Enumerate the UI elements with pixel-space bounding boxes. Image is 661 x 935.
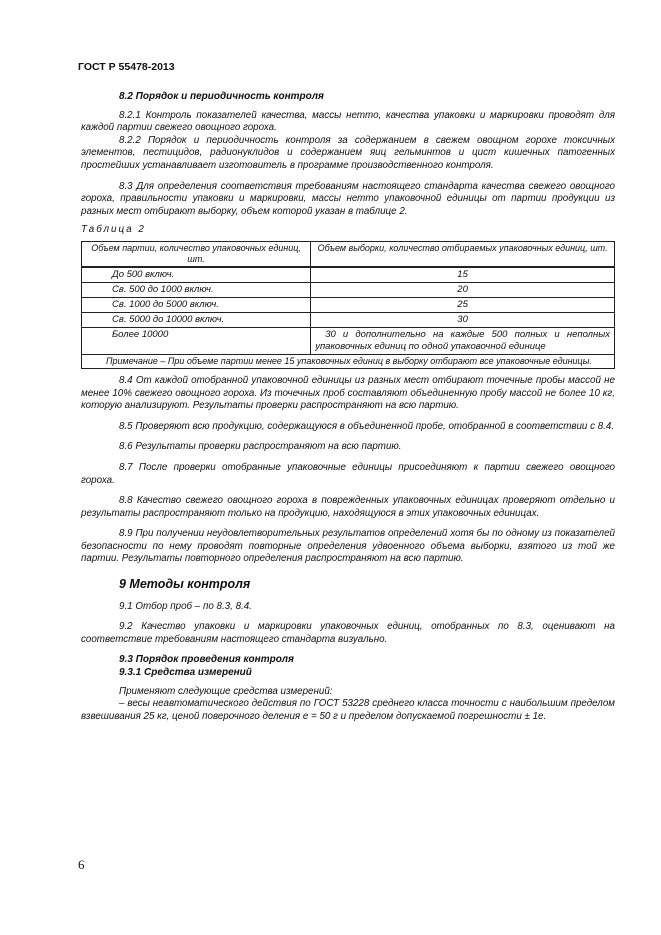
col-lot-size-header: Объем партии, количество упаковочных единиц, шт. [82,241,311,267]
paragraph-8-9: 8.9 При получении неудовлетворительных результатов определений хотя бы по одному из показателей безопасности по нему проводят повторные определения удвоенного объема выборки, взятого из той же партии. Результаты повторного определения распространяют на всю партию. [81,528,615,565]
sample-size-cell: 30 и дополнительно на каждые 500 полных и неполных упаковочных единиц по одной упаковочной единице [311,327,615,354]
col-sample-size-header: Объем выборки, количество отбираемых упаковочных единиц, шт. [311,241,615,267]
table-header-row [82,241,615,267]
lot-size-cell: Св. 500 до 1000 включ. [82,282,311,297]
page-number: 6 [78,857,85,872]
section-9-3-1-heading: 9.3.1 Средства измерений [119,667,252,679]
instrument-scales: – весы неавтоматического действия по ГОСТ 53228 среднего класса точности с наибольшим пределом взвешивания 25 кг, ценой поверочного деления е = 50 г и пределом допускаемой погрешности ± 1е. [81,698,615,722]
table-row [82,297,615,312]
paragraph-8-7: 8.7 После проверки отобранные упаковочные единицы присоединяют к партии свежего овощного гороха. [81,461,615,486]
table-row [82,312,615,327]
table-caption: Таблица 2 [81,224,146,236]
section-8-2-heading: 8.2 Порядок и периодичность контроля [119,91,324,102]
table-note: Примечание – При объеме партии менее 15 упаковочных единиц в выборку отбирают все упаковочные единицы. [82,354,615,368]
lot-size-cell: Более 10000 [82,327,311,354]
paragraph-8-2-2: 8.2.2 Порядок и периодичность контроля за содержанием в свежем овощном горохе токсичных элементов, пестицидов, радионуклидов и содержанием яиц гельминтов и цист кишечных патогенных простейших устанавливает изготовитель в программе производственного контроля. [81,134,615,171]
paragraph-9-2: 9.2 Качество упаковки и маркировки упаковочных единиц, отобранных по 8.3, оценивают на соответствие требованиям настоящего стандарта визуально. [81,621,615,645]
table-note-row [82,354,615,368]
paragraph-8-4: 8.4 От каждой отобранной упаковочной единицы из разных мест отбирают точечные пробы массой не менее 10% свежего овощного гороха. Из точечных проб составляют объединенную пробу массой не более 10 кг, которую анализируют. Результаты проверки распространяют на всю партию. [81,374,615,412]
lot-size-cell: Св. 1000 до 5000 включ. [82,297,311,312]
sample-size-cell: 25 [311,297,615,312]
table-row [82,267,615,283]
paragraph-8-6: 8.6 Результаты проверки распространяют на всю партию. [119,441,402,453]
table-row [82,327,615,354]
table-row [82,282,615,297]
paragraph-8-2-1: 8.2.1 Контроль показателей качества, массы нетто, качества упаковки и маркировки проводят для каждой партии свежего овощного гороха. [81,109,615,134]
instruments-intro: Применяют следующие средства измерений: [119,685,333,697]
lot-size-cell: До 500 включ. [82,267,311,283]
document-body [81,91,615,731]
paragraph-8-8: 8.8 Качество свежего овощного гороха в поврежденных упаковочных единицах проверяют отдельно и результаты распространяют только на продукцию, находящуюся в этих упаковочных единицах. [81,495,615,519]
document-header: ГОСТ Р 55478-2013 [78,61,175,73]
lot-size-cell: Св. 5000 до 10000 включ. [82,312,311,327]
sample-size-table [81,241,615,369]
section-9-3-heading: 9.3 Порядок проведения контроля [119,654,294,666]
paragraph-8-3: 8.3 Для определения соответствия требованиям настоящего стандарта качества свежего овощного гороха, правильности упаковки и маркировки, массы нетто упаковочной единицы от партии продукции из разных мест отбирают выборку, объем которой указан в таблице 2. [81,180,615,217]
sample-size-cell: 30 [311,312,615,327]
paragraph-8-5: 8.5 Проверяют всю продукцию, содержащуюся в объединенной пробе, отобранной в соответствии с 8.4. [119,420,615,432]
sample-size-cell: 15 [311,267,615,283]
paragraph-9-1: 9.1 Отбор проб – по 8.3, 8.4. [119,600,252,612]
sample-size-cell: 20 [311,282,615,297]
section-9-heading: 9 Методы контроля [119,577,251,592]
